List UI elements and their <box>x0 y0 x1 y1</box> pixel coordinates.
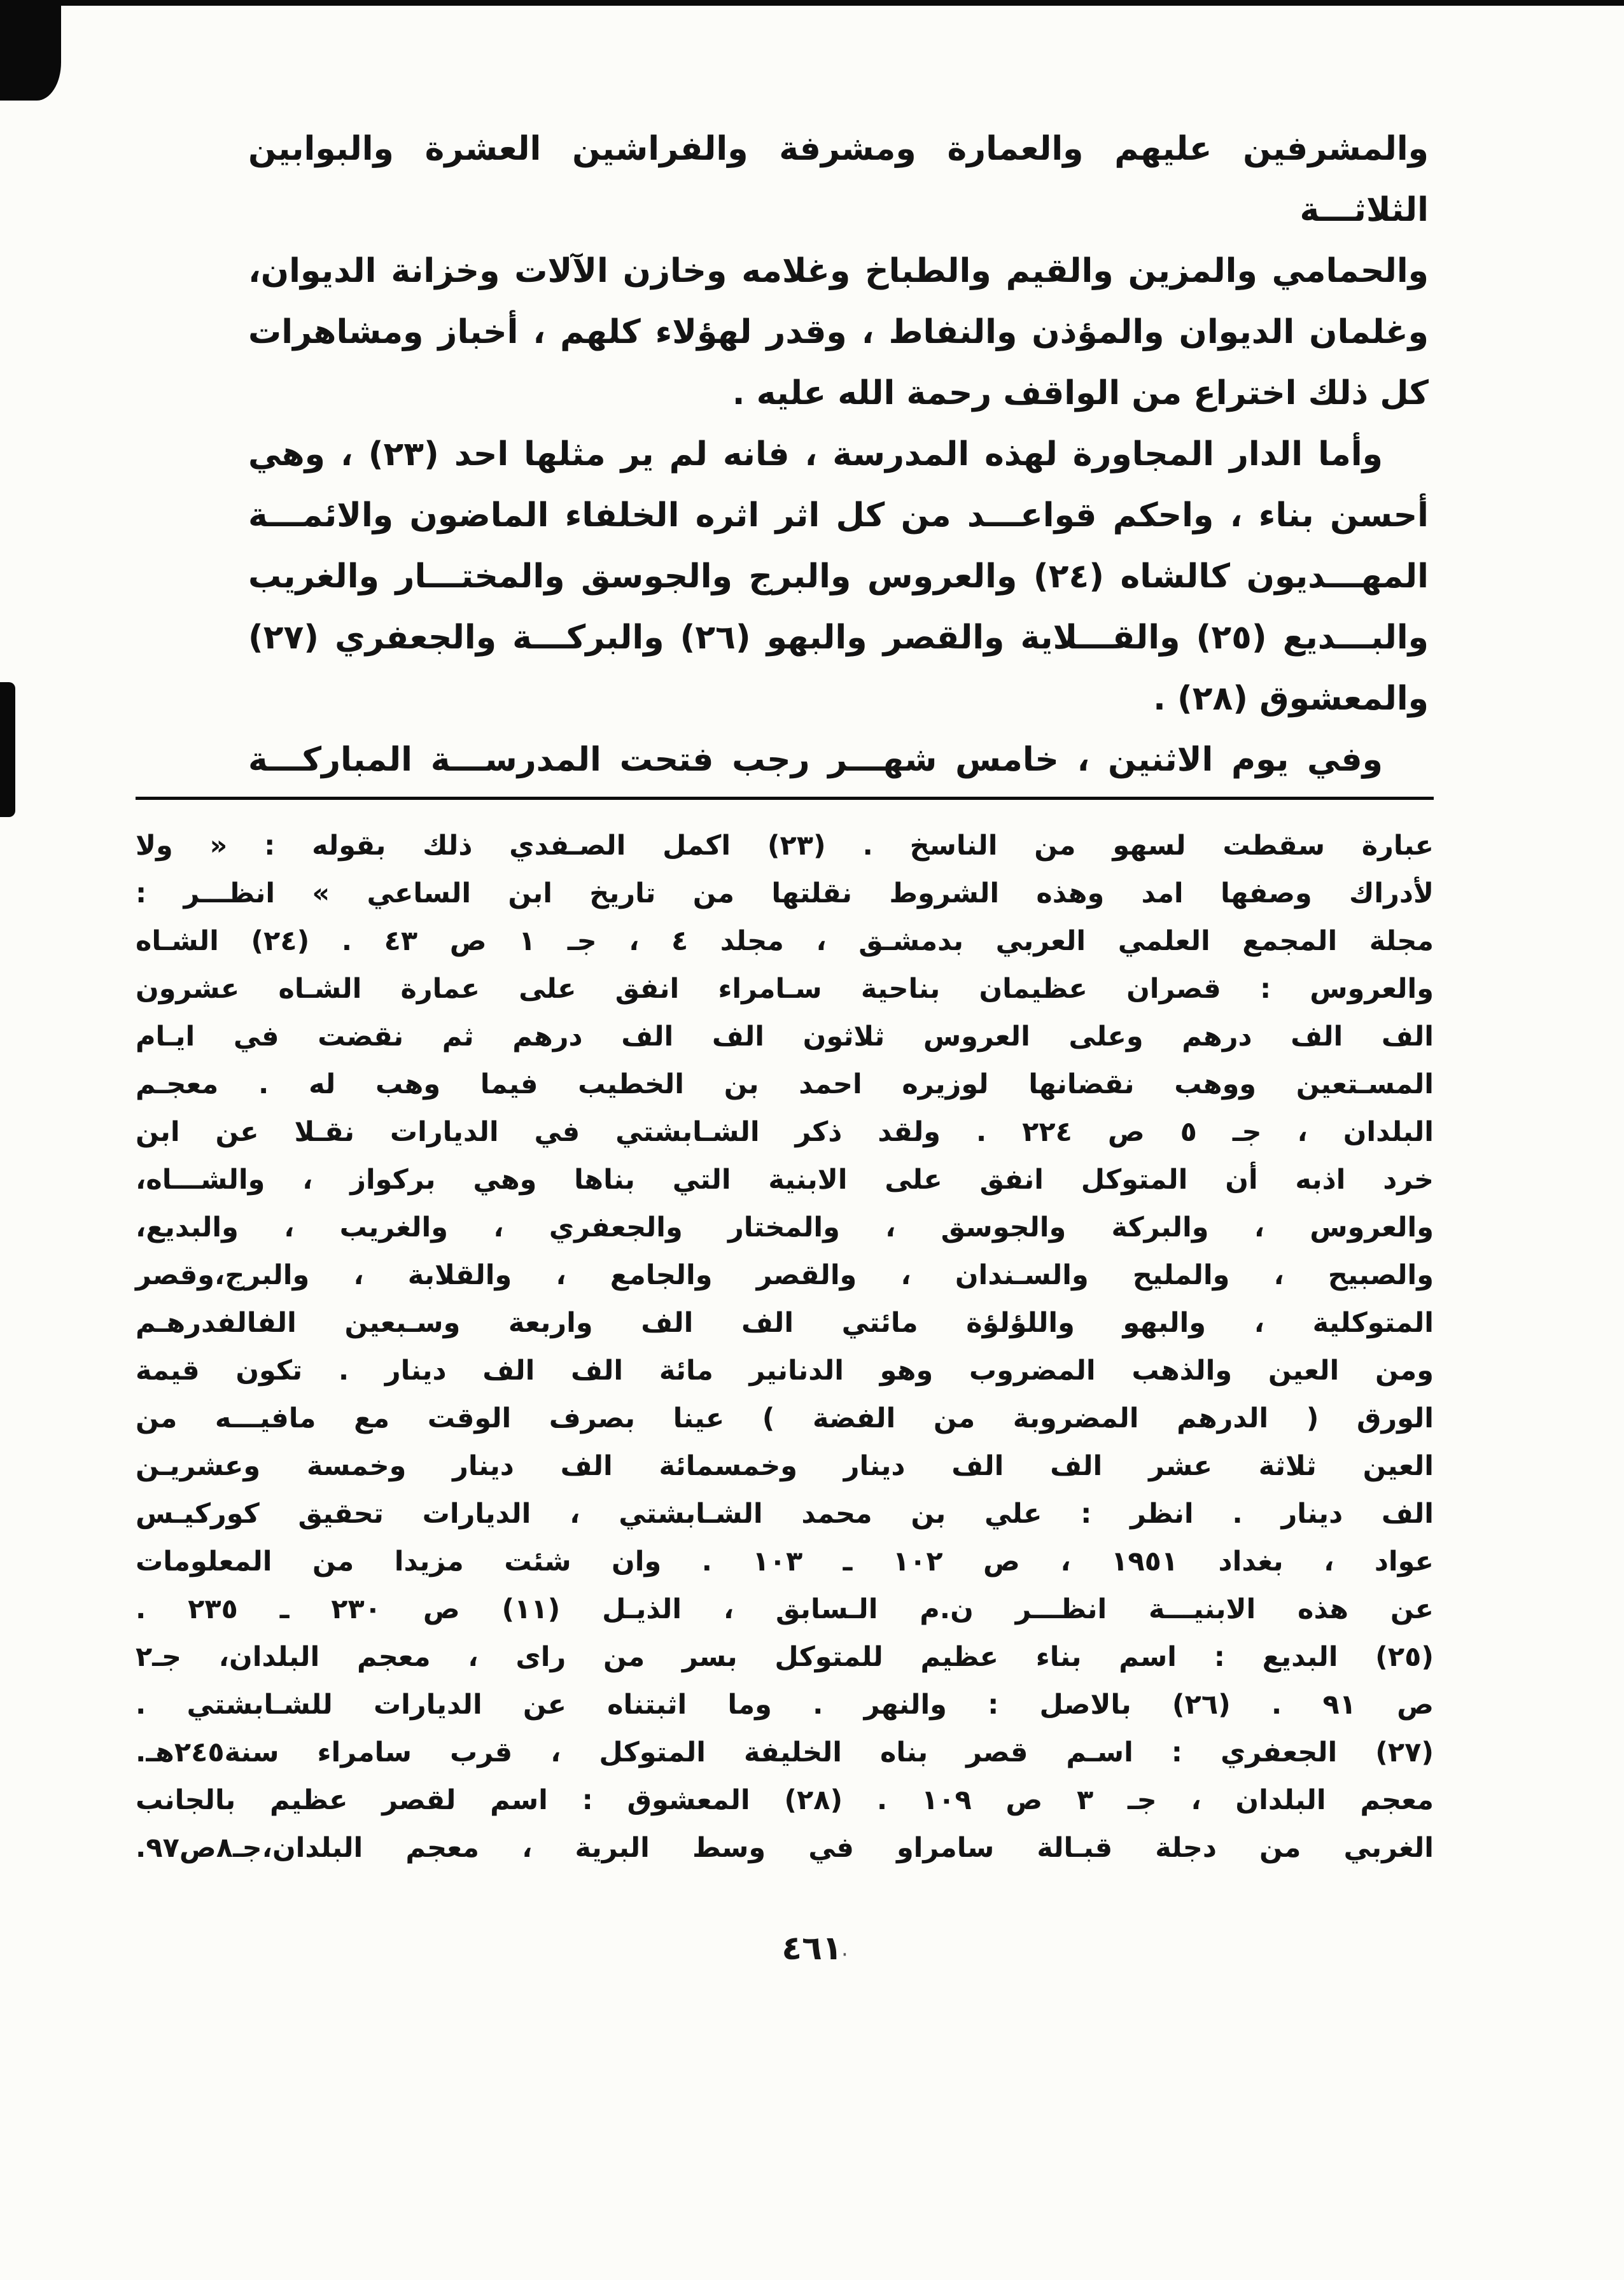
footnote-separator-rule <box>136 797 1434 800</box>
body-line: أحسن بناء ، واحكم قواعـــد من كل اثر اثره الخلفاء الماضون والائمـــة <box>248 496 1429 535</box>
footnote-line: ص ٩١ . (٢٦) بالاصل : والنهر . وما اثبتناه عن الديارات للشـابشتي . <box>136 1689 1434 1721</box>
body-line: والبـــديع (٢٥) والقـــلاية والقصر والبهو (٢٦) والبركـــة والجعفري (٢٧) <box>248 619 1429 657</box>
footnote-line: مجلة المجمع العلمي العربي بدمشـق ، مجلد ٤ ، جـ ١ ص ٤٣ . (٢٤) الشـاه <box>136 925 1434 957</box>
page-number: ٤٦١ <box>781 1929 843 1968</box>
body-line: وفي يوم الاثنين ، خامس شهـــر رجب فتحت المدرســـة المباركـــة <box>248 741 1383 779</box>
footnote-line: والعروس : قصران عظيمان بناحية سـامراء انفق على عمارة الشـاه عشرون <box>136 973 1434 1005</box>
footnote-line: والعروس ، والبركة والجوسق ، والمختار والجعفري ، والغريب ، والبديع، <box>136 1212 1434 1243</box>
footnote-line: الف دينار . انظر : علي بن محمد الشـابشتي ، الديارات تحقيق كوركيـس <box>136 1498 1434 1530</box>
footnote-line: الورق ( الدرهم المضروبة من الفضة ) عينا بصرف الوقت مع مافيـــه من <box>136 1402 1434 1434</box>
body-line: والمعشوق (٢٨) . <box>1153 680 1429 718</box>
body-line: كل ذلك اختراع من الواقف رحمة الله عليه . <box>732 374 1429 412</box>
footnote-line: المتوكلية ، والبهو واللؤلؤة مائتي الف الف واربعة وسـبعين الفالفدرهـم <box>136 1307 1434 1339</box>
footnote-line: عبارة سقطت لسهو من الناسخ . (٢٣) اكمل الصـفدي ذلك بقوله : « ولا <box>136 830 1434 862</box>
scan-artifact-left-bar <box>0 682 15 817</box>
footnote-line: (٢٧) الجعفري : اسـم قصر بناه الخليفة المتوكل ، قرب سامراء سنة٢٤٥هـ. <box>136 1737 1434 1768</box>
scan-artifact-top-bar <box>0 0 1624 6</box>
body-line: وأما الدار المجاورة لهذه المدرسة ، فانه لم ير مثلها احد (٢٣) ، وهي <box>248 435 1383 473</box>
footnotes-block <box>136 822 1434 1872</box>
footnote-line: ومن العين والذهب المضروب وهو الدنانير مائة الف الف دينار . تكون قيمة <box>136 1355 1434 1387</box>
footnote-line: لأدراك وصفها امد وهذه الشروط نقلتها من تاريخ ابن الساعي » انظـــر : <box>136 878 1434 909</box>
footnote-line: (٢٥) البديع : اسم بناء عظيم للمتوكل بسر من راى ، معجم البلدان، جـ٢ <box>136 1641 1434 1673</box>
footnote-line: الغربي من دجلة قبـالة سامراو في وسط البرية ، معجم البلدان،جـ٨ص٩٧. <box>136 1832 1434 1864</box>
footnote-line: المسـتعين ووهب نقضانها لوزيره احمد بن الخطيب فيما وهب له . معجـم <box>136 1068 1434 1100</box>
body-line: المهـــديون كالشاه (٢٤) والعروس والبرج والجوسق والمختـــار والغريب <box>248 557 1429 596</box>
footnote-line: خرد اذبه أن المتوكل انفق على الابنية التي بناها وهي بركواز ، والشـــاه، <box>136 1164 1434 1196</box>
body-line: والحمامي والمزين والقيم والطباخ وغلامه وخازن الآلات وخزانة الديوان، <box>248 252 1429 290</box>
main-text-block <box>248 118 1429 790</box>
footnote-line: والصبيح ، والمليح والسـندان ، والقصر والجامع ، والقلابة ، والبرج،وقصر <box>136 1259 1434 1291</box>
footnote-line: الف الف درهم وعلى العروس ثلاثون الف الف درهم ثم نقضت في ايـام <box>136 1021 1434 1053</box>
ink-dot-artifact: · <box>841 1942 848 1968</box>
scan-artifact-corner-blob <box>0 0 61 101</box>
footnote-line: عن هذه الابنيـــة انظـــر ن.م الـسابق ، الذيـل (١١) ص ٢٣٠ ـ ٢٣٥ . <box>136 1593 1434 1625</box>
footnote-line: معجم البلدان ، جـ ٣ ص ١٠٩ . (٢٨) المعشوق : اسم لقصر عظيم بالجانب <box>136 1784 1434 1816</box>
footnote-line: البلدان ، جـ ٥ ص ٢٢٤ . ولقد ذكر الشـابشتي في الديارات نقـلا عن ابن <box>136 1116 1434 1148</box>
footnote-line: عواد ، بغداد ١٩٥١ ، ص ١٠٢ ـ ١٠٣ . وان شئت مزيدا من المعلومات <box>136 1546 1434 1577</box>
footnote-line: العين ثلاثة عشر الف الف دينار وخمسمائة الف دينار وخمسة وعشريـن <box>136 1450 1434 1482</box>
body-line: وغلمان الديوان والمؤذن والنفاط ، وقدر لهؤلاء كلهم ، أخباز ومشاهرات <box>248 313 1429 351</box>
body-line: والمشرفين عليهم والعمارة ومشرفة والفراشين العشرة والبوابين الثلاثـــة <box>248 130 1429 229</box>
